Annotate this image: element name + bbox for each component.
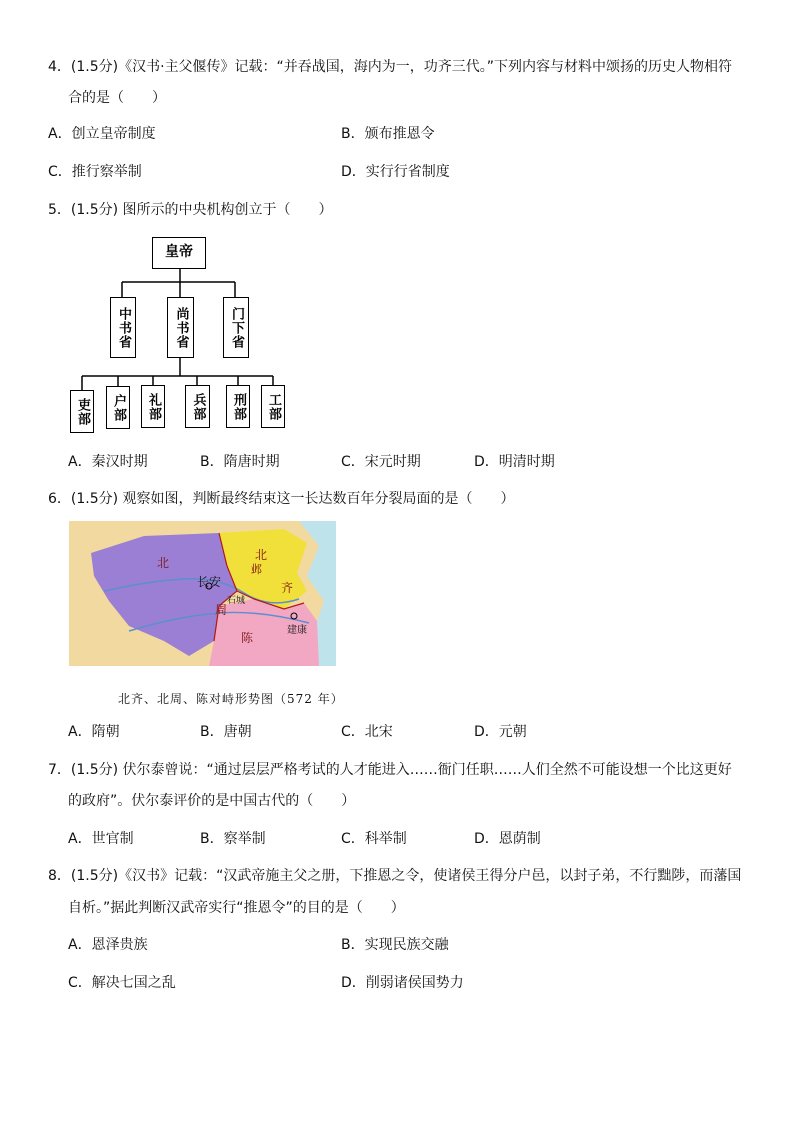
org-box-hubu: 户部 bbox=[106, 386, 130, 429]
q6-option-b[interactable]: B．唐朝 bbox=[200, 724, 252, 740]
map-label-zhou: 周 bbox=[215, 603, 228, 617]
q8-option-a[interactable]: A．恩泽贵族 bbox=[68, 937, 148, 953]
q5-option-b[interactable]: B．隋唐时期 bbox=[200, 454, 280, 470]
q7-option-a[interactable]: A．世官制 bbox=[68, 831, 134, 847]
history-map bbox=[69, 521, 336, 666]
q4-stem-line2: 合的是（ ） bbox=[68, 90, 166, 106]
q8-stem-line1: 8．(1.5分)《汉书》记载：“汉武帝施主父之册，下推恩之令，使诸侯王得分户邑，以封子弟，不行黜陟，而藩国 bbox=[48, 868, 742, 884]
q8-option-c[interactable]: C．解决七国之乱 bbox=[68, 975, 176, 991]
q4-option-b[interactable]: B．颁布推恩令 bbox=[341, 126, 435, 142]
map-label-changan: 长安 bbox=[197, 575, 222, 589]
q7-option-d[interactable]: D．恩荫制 bbox=[474, 831, 541, 847]
q6-stem: 6．(1.5分) 观察如图，判断最终结束这一长达数百年分裂局面的是（ ） bbox=[48, 491, 515, 507]
map-label-shicheng: 石城 bbox=[227, 596, 246, 606]
map-label-bei-west: 北 bbox=[157, 556, 170, 570]
q8-option-b[interactable]: B．实现民族交融 bbox=[341, 937, 449, 953]
map-label-ye: 邺 bbox=[251, 563, 262, 576]
q4-option-c[interactable]: C．推行察举制 bbox=[48, 164, 142, 180]
org-box-xingbu: 刑部 bbox=[226, 385, 250, 428]
org-box-zhongshu: 中书省 bbox=[110, 297, 136, 358]
q8-option-d[interactable]: D．削弱诸侯国势力 bbox=[341, 975, 464, 991]
map-label-jiankang: 建康 bbox=[287, 625, 307, 636]
org-box-menxia: 门下省 bbox=[223, 297, 249, 358]
q4-option-a[interactable]: A．创立皇帝制度 bbox=[48, 126, 156, 142]
q7-option-c[interactable]: C．科举制 bbox=[341, 831, 407, 847]
q7-stem-line2: 的政府”。伏尔泰评价的是中国古代的（ ） bbox=[68, 793, 356, 809]
q6-option-c[interactable]: C．北宋 bbox=[341, 724, 393, 740]
org-box-gongbu: 工部 bbox=[261, 385, 285, 428]
q8-stem-line2: 自析。”据此判断汉武帝实行“推恩令”的目的是（ ） bbox=[68, 900, 405, 916]
q5-option-d[interactable]: D．明清时期 bbox=[474, 454, 555, 470]
map-regions bbox=[69, 521, 336, 666]
map-label-chen: 陈 bbox=[241, 631, 254, 645]
map-label-qi: 齐 bbox=[281, 581, 294, 595]
q6-option-d[interactable]: D．元朝 bbox=[474, 724, 527, 740]
org-chart bbox=[60, 230, 320, 440]
org-box-emperor: 皇帝 bbox=[152, 237, 206, 269]
q5-stem: 5．(1.5分) 图所示的中央机构创立于（ ） bbox=[48, 202, 333, 218]
q6-option-a[interactable]: A．隋朝 bbox=[68, 724, 120, 740]
map-label-bei-east: 北 bbox=[255, 548, 268, 562]
map-caption: 北齐、北周、陈对峙形势图（572 年） bbox=[118, 692, 344, 706]
q5-option-a[interactable]: A．秦汉时期 bbox=[68, 454, 148, 470]
org-box-shangshu: 尚书省 bbox=[167, 297, 194, 358]
org-box-libu-rites: 礼部 bbox=[141, 385, 165, 428]
q4-stem-line1: 4．(1.5分)《汉书·主父偃传》记载：“并吞战国，海内为一，功齐三代。”下列内容与材料中颂扬的历史人物相符 bbox=[48, 59, 733, 75]
q5-option-c[interactable]: C．宋元时期 bbox=[341, 454, 421, 470]
org-box-bingbu: 兵部 bbox=[185, 385, 210, 428]
q4-option-d[interactable]: D．实行行省制度 bbox=[341, 164, 450, 180]
q7-stem-line1: 7．(1.5分) 伏尔泰曾说：“通过层层严格考试的人才能进入……衙门任职……人们全然不可能设想一个比这更好 bbox=[48, 762, 732, 778]
q7-option-b[interactable]: B．察举制 bbox=[200, 831, 266, 847]
org-box-libu-personnel: 吏部 bbox=[70, 390, 94, 433]
